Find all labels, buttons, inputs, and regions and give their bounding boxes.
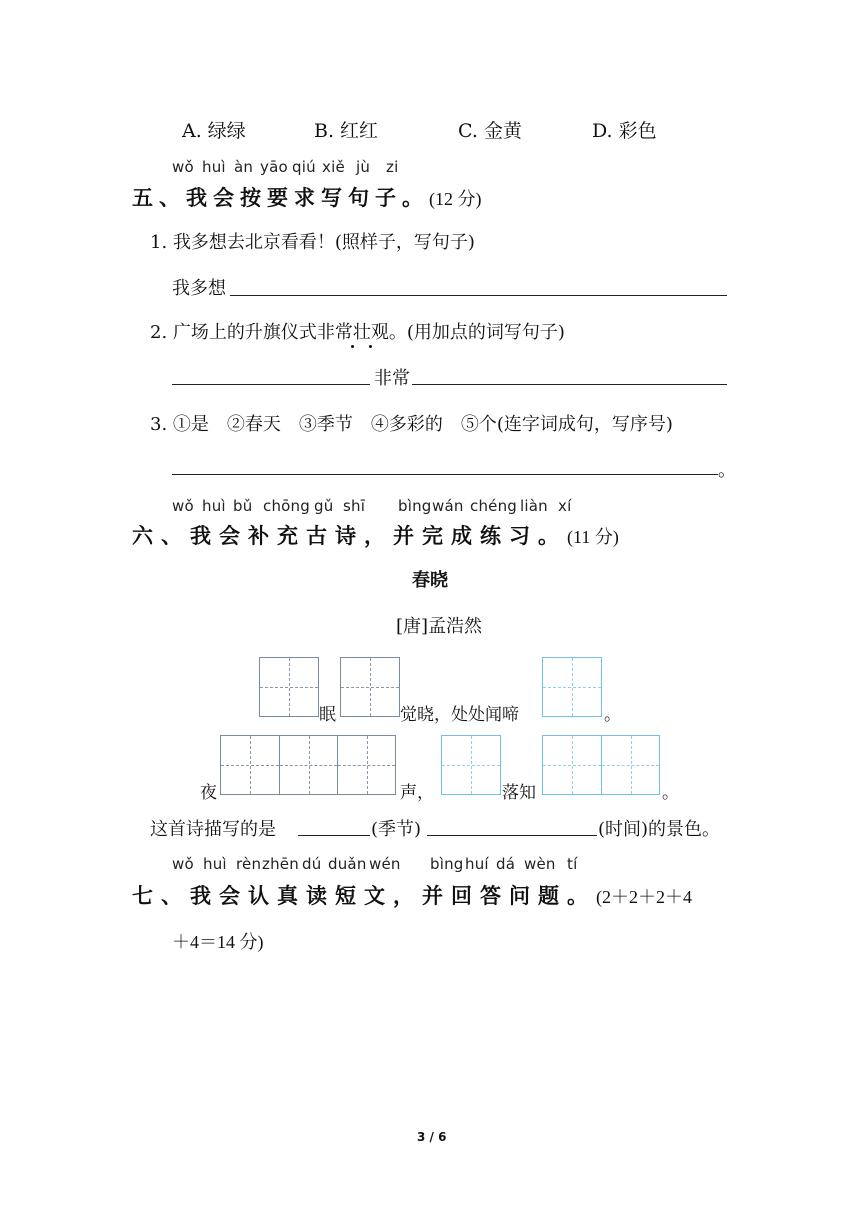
section6-heading: [132, 520, 619, 550]
pinyin: chōng: [263, 497, 310, 515]
pinyin: zi: [386, 158, 399, 176]
pinyin: dú: [302, 855, 322, 873]
pinyin: xí: [558, 497, 572, 515]
question-3: 3. ①是 ②春天 ③季节 ④多彩的 ⑤个(连字词成句，写序号): [150, 414, 673, 435]
pinyin: dá: [496, 855, 516, 873]
answer-middle-word: 非常: [374, 368, 410, 389]
poem-question-b: (季节): [371, 819, 422, 840]
pinyin: wǒ: [172, 855, 194, 873]
answer-prefix: 我多想: [172, 278, 226, 299]
pinyin: jù: [356, 158, 371, 176]
pinyin: yāo: [260, 158, 288, 176]
pinyin: huì: [202, 158, 226, 176]
section-period: 。: [402, 185, 429, 210]
pinyin: tí: [567, 855, 578, 873]
section-points: (2＋2＋2＋4: [596, 887, 692, 907]
option-c: C. 金黄: [458, 120, 522, 142]
option-a: A. 绿绿: [182, 120, 246, 142]
poem-text: 夜: [200, 783, 217, 803]
poem-question-a: 这首诗描写的是: [150, 819, 276, 840]
section-points: (11 分): [567, 527, 619, 547]
answer-line[interactable]: [230, 295, 727, 296]
section7-points-cont: ＋4＝14 分): [172, 932, 264, 952]
pinyin: bǔ: [233, 497, 253, 515]
poem-text: 眠: [319, 705, 336, 725]
answer-line[interactable]: [427, 835, 597, 836]
poem-text: 觉晓，处处闻啼: [400, 705, 519, 725]
writing-box-group[interactable]: [542, 735, 660, 795]
pinyin: huí: [465, 855, 489, 873]
section-number: 六、: [132, 523, 190, 548]
section-points: (12 分): [429, 189, 482, 209]
page-number: 3 / 6: [417, 1130, 447, 1144]
pinyin: wǒ: [172, 497, 194, 515]
pinyin: wǒ: [172, 158, 194, 176]
dotted-word: 非常: [316, 322, 353, 343]
pinyin: zhēn: [262, 855, 299, 873]
pinyin: wén: [369, 855, 401, 873]
poem-author: [唐]孟浩然: [396, 616, 483, 637]
pinyin: liàn: [520, 497, 548, 515]
writing-box[interactable]: [259, 657, 319, 717]
writing-box[interactable]: [542, 657, 602, 717]
answer-line[interactable]: [172, 474, 718, 475]
pinyin: rèn: [236, 855, 262, 873]
pinyin: shī: [343, 497, 366, 515]
question-2: [150, 318, 565, 344]
pinyin: àn: [234, 158, 254, 176]
writing-box[interactable]: [441, 735, 501, 795]
poem-period: 。: [604, 705, 621, 725]
section-title: 我会按要求写句子: [186, 185, 402, 210]
pinyin: chéng: [470, 497, 518, 515]
emphasis-dot: [351, 345, 354, 348]
pinyin: bìng: [430, 855, 464, 873]
pinyin: wèn: [524, 855, 556, 873]
section-number: 七、: [132, 883, 190, 908]
option-b: B. 红红: [314, 120, 379, 142]
emphasis-dot: [369, 345, 372, 348]
answer-end-period: 。: [718, 460, 736, 481]
writing-box[interactable]: [340, 657, 400, 717]
poem-period: 。: [662, 783, 679, 803]
section-period: 。: [567, 883, 596, 908]
section-title: 我会补充古诗，并完成练习: [190, 523, 538, 548]
section-period: 。: [538, 523, 567, 548]
section-number: 五、: [132, 185, 186, 210]
question-2-pre: 2. 广场上的升旗仪式: [150, 322, 317, 343]
answer-line[interactable]: [172, 384, 370, 385]
pinyin: huì: [202, 497, 226, 515]
answer-line[interactable]: [412, 384, 727, 385]
pinyin: wán: [432, 497, 464, 515]
option-d: D. 彩色: [592, 120, 657, 142]
section-title: 我会认真读短文，并回答问题: [190, 883, 567, 908]
answer-line[interactable]: [298, 835, 370, 836]
poem-question-c: (时间)的景色。: [598, 819, 721, 840]
pinyin: xiě: [322, 158, 345, 176]
pinyin: huì: [203, 855, 227, 873]
poem-text: 声，: [400, 783, 434, 803]
question-1: 1. 我多想去北京看看！(照样子，写句子): [150, 232, 475, 253]
question-2-post: 壮观。(用加点的词写句子): [352, 322, 565, 343]
pinyin: bìng: [398, 497, 432, 515]
section7-heading: [132, 880, 692, 910]
pinyin: duǎn: [328, 855, 367, 873]
poem-title: 春晓: [412, 570, 448, 591]
pinyin: gǔ: [314, 497, 334, 515]
section5-heading: [132, 182, 482, 212]
pinyin: qiú: [292, 158, 316, 176]
writing-box-group[interactable]: [220, 735, 396, 795]
poem-text: 落知: [502, 783, 536, 803]
